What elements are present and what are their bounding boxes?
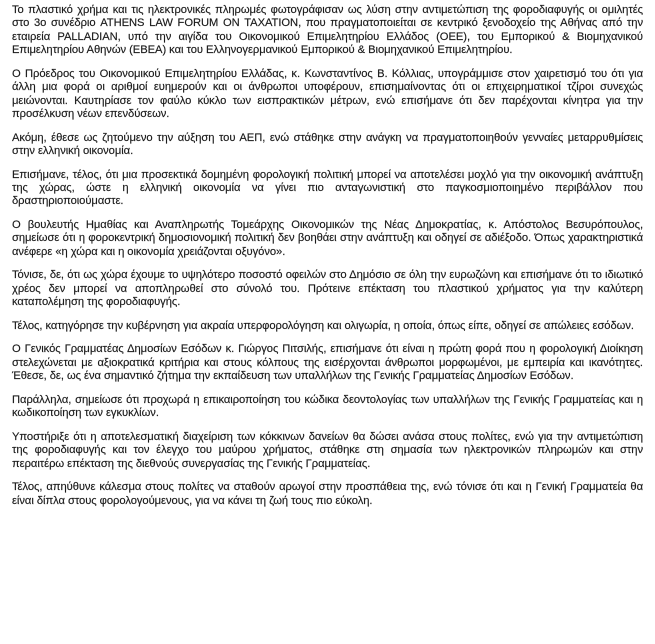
paragraph: Υποστήριξε ότι η αποτελεσματική διαχείριση των κόκκινων δανείων θα δώσει ανάσα στους πολίτες, ενώ για την αντιμετώπιση της φοροδιαφυγής και τον έλεγχο του μαύρου χρήματος, στάθηκε στη σημασία των ηλεκτρονικών πληρωμών και στην περαιτέρω επέκταση της διεθνούς συνεργασίας της Γενικής Γραμματείας. [12, 430, 643, 470]
paragraph: Ο Πρόεδρος του Οικονομικού Επιμελητηρίου Ελλάδας, κ. Κωνσταντίνος Β. Κόλλιας, υπογράμμισε στον χαιρετισμό του ότι για άλλη μια φορά οι αριθμοί ευημερούν και οι άνθρωποι υποφέρουν, επισημαίνοντας ότι οι επιχειρηματικοί τζίροι συνεχώς μειώνονται. Καυτηρίασε τον φαύλο κύκλο των εισπρακτικών μέτρων, ενώ επισήμανε ότι δεν παρέχονται κίνητρα για την προσέλκυση νέων επενδύσεων. [12, 67, 643, 121]
paragraph: Επισήμανε, τέλος, ότι μια προσεκτικά δομημένη φορολογική πολιτική μπορεί να αποτελέσει μοχλό για την οικονομική ανάπτυξη της χώρας, ώστε η ελληνική οικονομία να γίνει πιο ανταγωνιστική στο παγκοσμιοποιημένο περιβάλλον που δραστηριοποιούμαστε. [12, 168, 643, 208]
paragraph: Παράλληλα, σημείωσε ότι προχωρά η επικαιροποίηση του κώδικα δεοντολογίας των υπαλλήλων της Γενικής Γραμματείας και η κωδικοποίηση των εγκυκλίων. [12, 393, 643, 420]
paragraph: Ο βουλευτής Ημαθίας και Αναπληρωτής Τομεάρχης Οικονομικών της Νέας Δημοκρατίας, κ. Απόστολος Βεσυρόπουλος, σημείωσε ότι η φοροκεντρική δημοσιονομική πολιτική δεν βοηθάει στην ανάπτυξη και οδηγεί σε αδιέξοδο. Όπως χαρακτηριστικά ανέφερε «η χώρα και η οικονομία χρειάζονται οξυγόνο». [12, 219, 643, 258]
paragraph: Τόνισε, δε, ότι ως χώρα έχουμε το υψηλότερο ποσοστό οφειλών στο Δημόσιο σε όλη την ευρωζώνη και επισήμανε ότι το ιδιωτικό χρέος δεν μπορεί να αποπληρωθεί στο σύνολό του. Πρότεινε επέκταση του πλαστικού χρήματος για την καλύτερη καταπολέμηση της φοροδιαφυγής. [12, 269, 643, 309]
paragraph: Ακόμη, έθεσε ως ζητούμενο την αύξηση του ΑΕΠ, ενώ στάθηκε στην ανάγκη να πραγματοποιηθούν γενναίες μεταρρυθμίσεις στην ελληνική οικονομία. [12, 131, 643, 158]
paragraph: Το πλαστικό χρήμα και τις ηλεκτρονικές πληρωμές φωτογράφισαν ως λύση στην αντιμετώπιση της φοροδιαφυγής οι ομιλητές στο 3ο συνέδριο ATHENS LAW FORUM ON TAXATION, που πραγματοποιείται σε κεντρικό ξενοδοχείο της Αθήνας από την εταιρεία PALLADIAN, υπό την αιγίδα του Οικονομικού Επιμελητηρίου Ελλάδος (ΟΕΕ), του Εμπορικού & Βιομηχανικού Επιμελητηρίου Αθηνών (ΕΒΕΑ) και του Ελληνογερμανικού Εμπορικού & Βιομηχανικού Επιμελητηρίου. [12, 4, 643, 57]
paragraph: Ο Γενικός Γραμματέας Δημοσίων Εσόδων κ. Γιώργος Πιτσιλής, επισήμανε ότι είναι η πρώτη φορά που η φορολογική Διοίκηση στελεχώνεται με αξιοκρατικά κριτήρια και στους κόλπους της εισέρχονται άνθρωποι μορφωμένοι, με εμπειρία και ικανότητες. Έθεσε, δε, ως ένα σημαντικό ζήτημα την εκπαίδευση των υπαλλήλων της Γενικής Γραμματείας Δημοσίων Εσόδων. [12, 343, 643, 383]
paragraph: Τέλος, κατηγόρησε την κυβέρνηση για ακραία υπερφορολόγηση και ολιγωρία, η οποία, όπως είπε, οδηγεί σε απώλειες εσόδων. [12, 319, 634, 332]
paragraph: Τέλος, απηύθυνε κάλεσμα στους πολίτες να σταθούν αρωγοί στην προσπάθεια της, ενώ τόνισε ότι και η Γενική Γραμματεία θα είναι δίπλα στους φορολογούμενους, για να κάνει τη ζωή τους πιο εύκολη. [12, 481, 643, 507]
